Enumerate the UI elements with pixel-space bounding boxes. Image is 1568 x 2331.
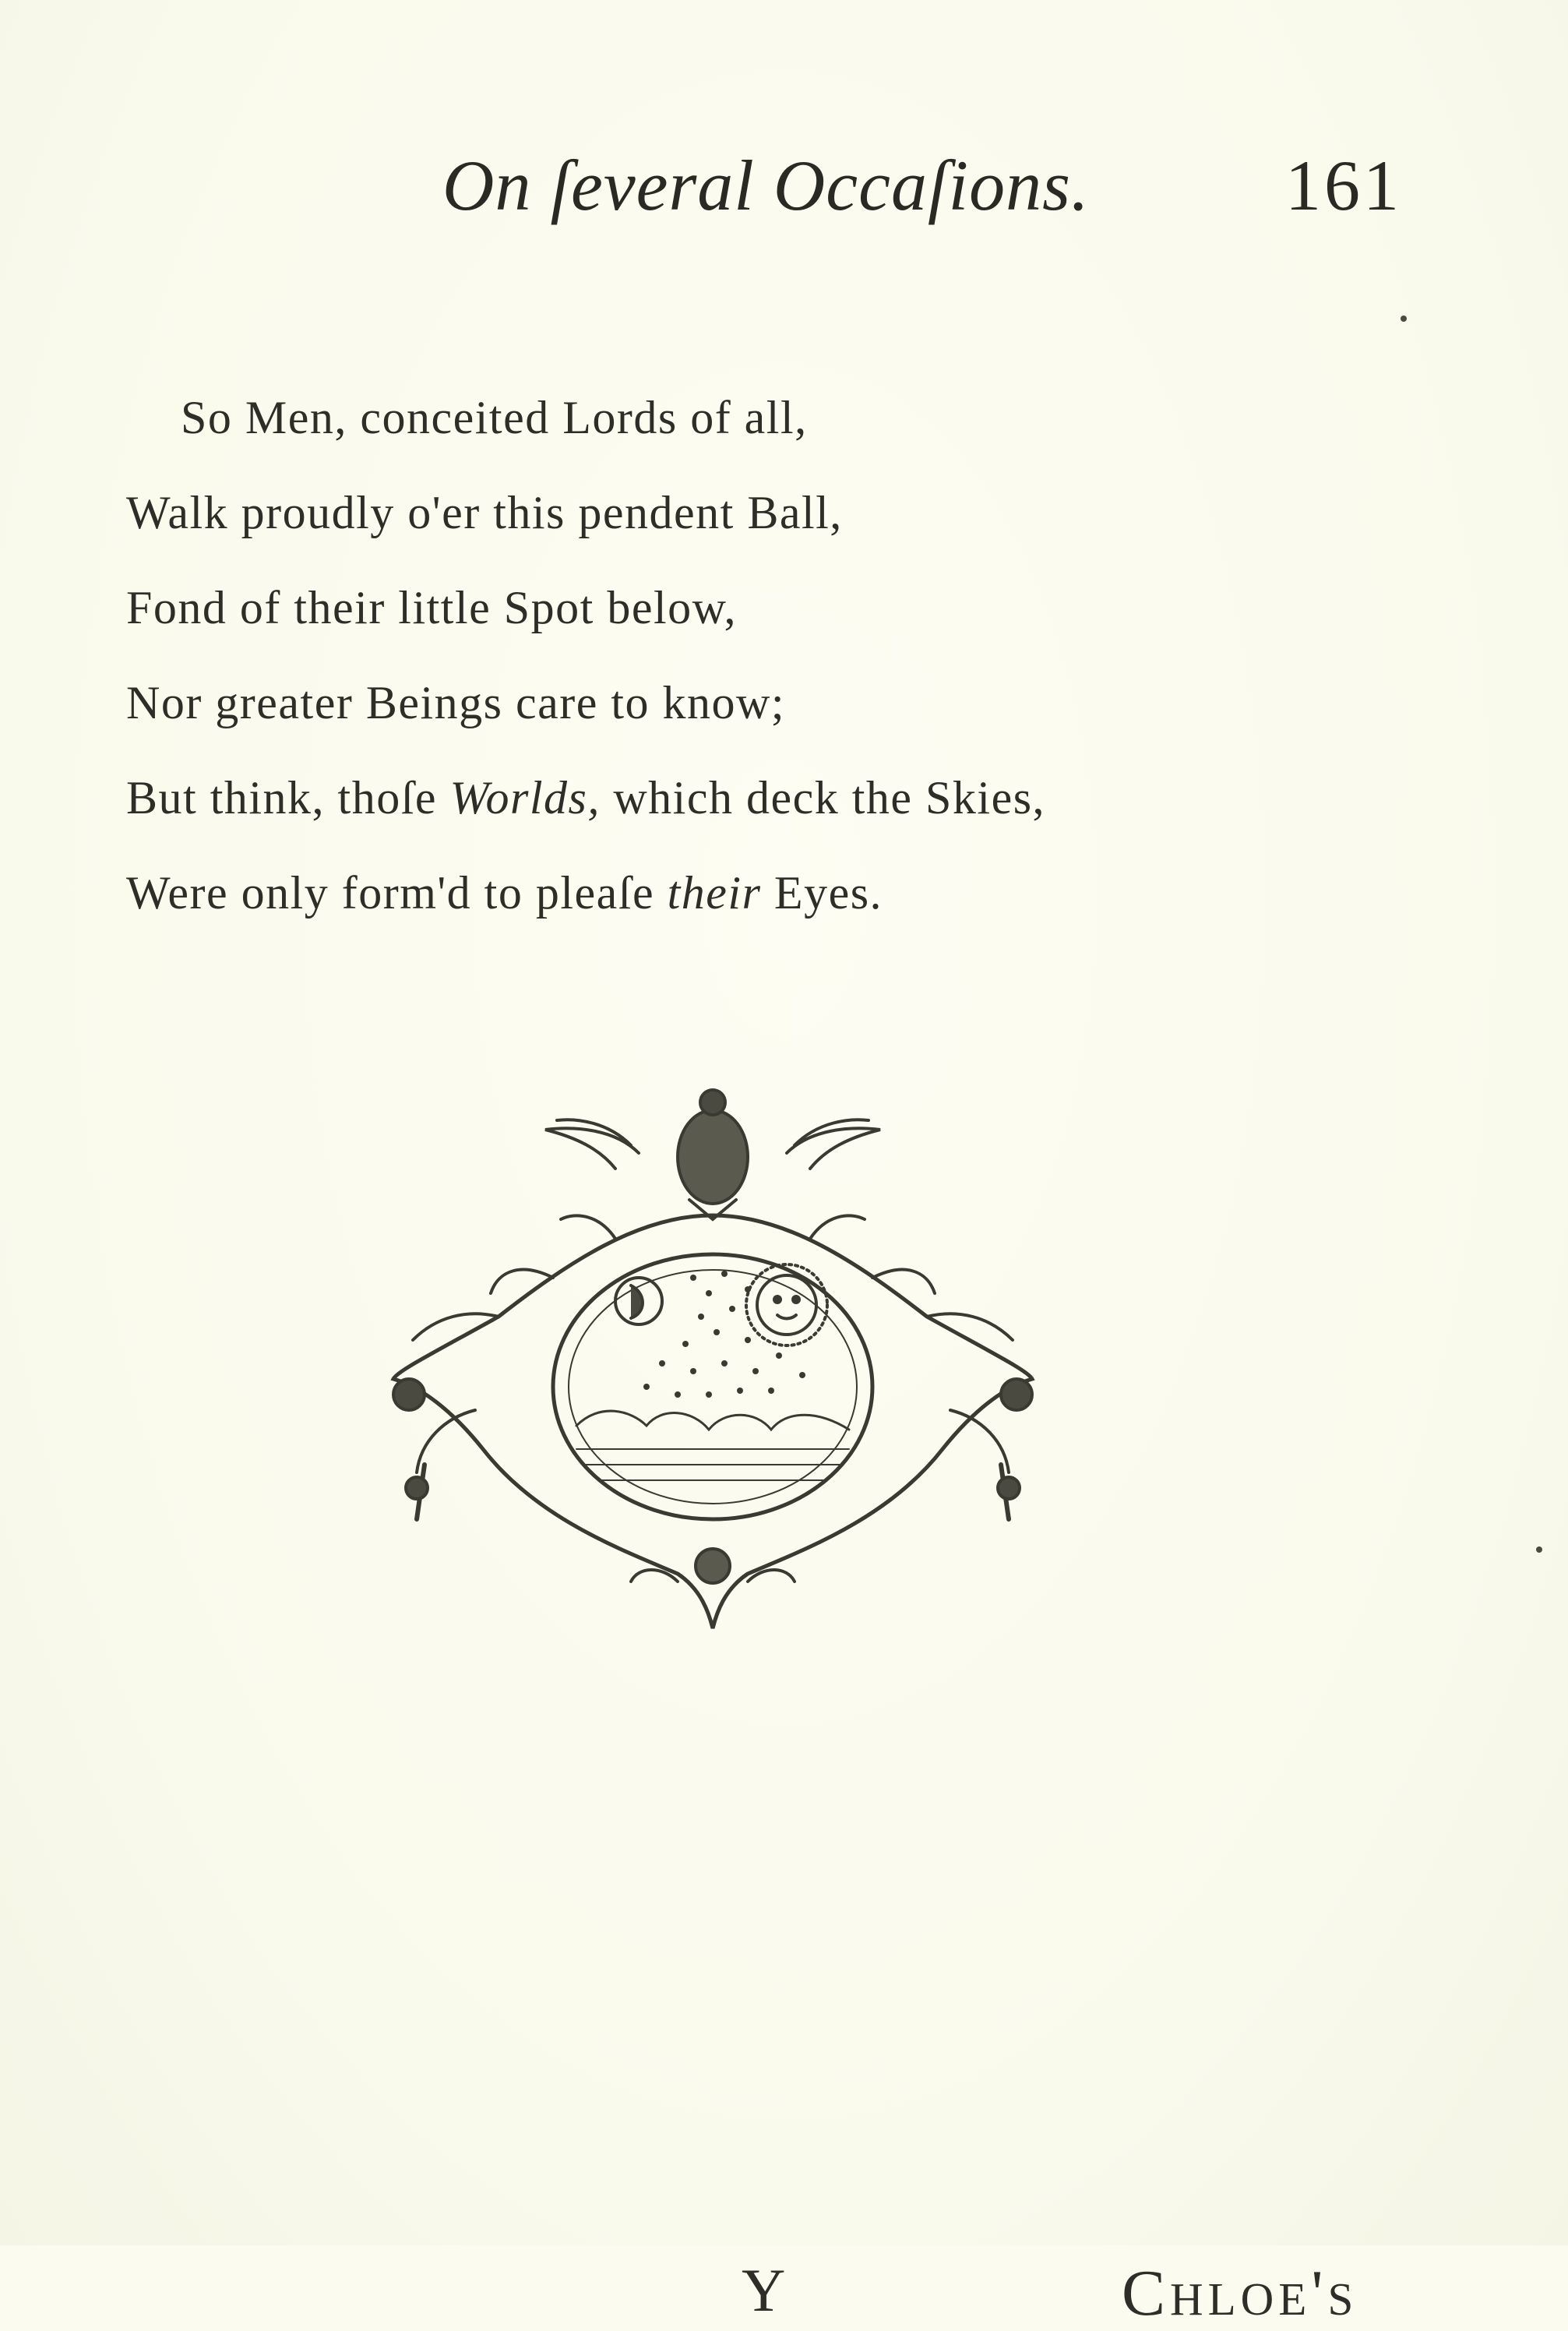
verse-line [126,655,1450,750]
verse-text: Nor greater Beings care to know; [126,677,786,728]
verse-text: Walk proudly o'er this pendent Ball, [126,487,843,538]
running-head [0,144,1568,238]
verse-text: So Men, conceited Lords of all, [181,392,808,443]
verse-line [126,560,1450,655]
verse-text: which deck the Skies, [600,772,1046,823]
verse-text: Eyes. [761,867,883,919]
verse-text: Were only form'd to pleaſe [126,867,668,919]
moon-icon [615,1278,662,1324]
verse-italic: Worlds, [449,772,601,823]
verse-text: Fond of their little Spot below, [126,582,738,633]
verse-line [126,370,1450,465]
ink-speck [1401,316,1407,322]
verse-italic: their [667,867,762,919]
page-number: 161 [1285,146,1402,225]
running-title: On ſeveral Occaſions. [442,146,1090,225]
verse-line [126,750,1450,845]
signature-mark: Y [742,2256,786,2324]
sun-icon [746,1264,827,1345]
verse-line [126,845,1450,940]
eagle-icon [545,1090,880,1219]
poem-stanza [126,370,1450,940]
engraved-vignette-icon [382,1083,1044,1652]
verse-line [126,465,1450,560]
ink-speck [1536,1546,1542,1553]
catchword: Chloe's [1122,2257,1358,2329]
verse-text: But think, thoſe [126,772,450,823]
